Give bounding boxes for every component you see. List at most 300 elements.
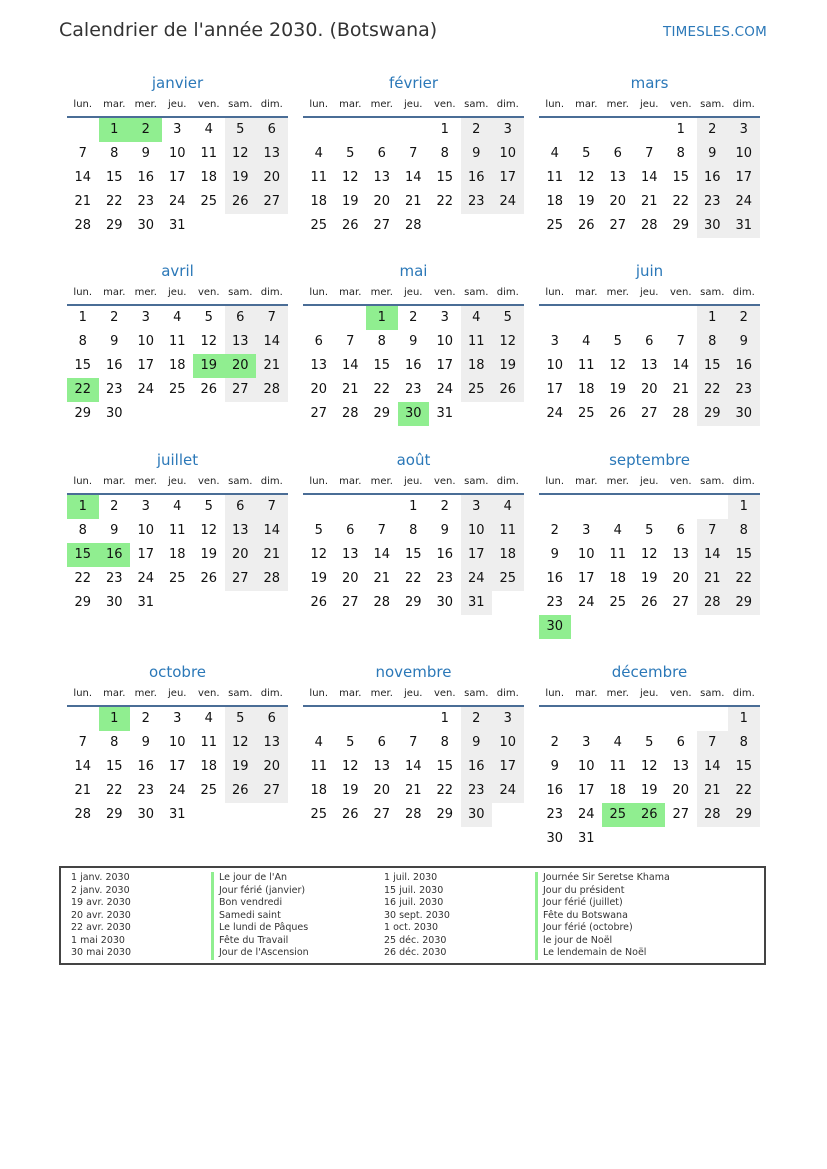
day-cell: 3 [141, 310, 150, 325]
day-cell: 3 [141, 499, 150, 514]
day-cell: 30 [546, 831, 564, 846]
day-cell: 14 [697, 755, 729, 779]
weekday-label: sam. [228, 99, 253, 110]
weekday-label: mer. [606, 476, 629, 487]
day-cell: 8 [409, 523, 418, 538]
empty-cell [665, 306, 697, 330]
month-name: juillet [156, 451, 199, 469]
weekday-header [303, 683, 524, 707]
day-cell: 25 [200, 783, 218, 798]
holiday-legend [59, 866, 766, 965]
weekday-label: mar. [339, 99, 362, 110]
empty-cell [539, 118, 571, 142]
weekday-label: dim. [732, 688, 755, 699]
day-cell: 23 [436, 571, 454, 586]
day-cell: 8 [78, 523, 87, 538]
day-cell: 15 [672, 170, 690, 185]
day-cell: 29 [672, 218, 690, 233]
day-cell: 6 [645, 334, 654, 349]
day-cell: 16 [461, 755, 493, 779]
day-cell: 21 [341, 382, 359, 397]
holiday-day-cell: 19 [193, 354, 225, 378]
legend-holiday-name: Le jour de l'An [211, 872, 309, 885]
day-cell: 24 [492, 190, 524, 214]
day-cell: 27 [609, 218, 627, 233]
weekday-label: ven. [669, 476, 692, 487]
day-grid [539, 306, 760, 426]
month-name: décembre [611, 663, 688, 681]
day-cell: 1 [409, 499, 418, 514]
day-cell: 30 [105, 406, 123, 421]
day-cell: 9 [550, 759, 559, 774]
empty-cell [303, 306, 335, 330]
month-block [67, 72, 288, 238]
day-cell: 9 [440, 523, 449, 538]
weekday-label: sam. [464, 99, 489, 110]
day-cell: 22 [404, 571, 422, 586]
weekday-label: lun. [73, 99, 93, 110]
day-cell: 6 [225, 306, 257, 330]
weekday-header [303, 94, 524, 118]
empty-cell [602, 118, 634, 142]
day-cell: 11 [546, 170, 564, 185]
month-name: septembre [609, 451, 690, 469]
day-cell: 18 [168, 358, 186, 373]
day-cell: 16 [546, 571, 564, 586]
day-cell: 10 [137, 523, 155, 538]
day-cell: 19 [577, 194, 595, 209]
weekday-label: ven. [669, 287, 692, 298]
day-cell: 23 [461, 779, 493, 803]
day-cell: 24 [137, 571, 155, 586]
day-cell: 5 [582, 146, 591, 161]
day-cell: 26 [225, 190, 257, 214]
weekday-label: mar. [103, 476, 126, 487]
day-cell: 3 [582, 735, 591, 750]
day-cell: 6 [676, 523, 685, 538]
day-cell: 17 [577, 783, 595, 798]
weekday-label: jeu. [404, 287, 423, 298]
day-cell: 5 [204, 310, 213, 325]
day-cell: 31 [436, 406, 454, 421]
day-cell: 27 [640, 406, 658, 421]
legend-holiday-name: Bon vendredi [211, 897, 309, 910]
weekday-label: sam. [228, 287, 253, 298]
day-cell: 22 [728, 567, 760, 591]
day-cell: 20 [256, 755, 288, 779]
day-cell: 26 [609, 406, 627, 421]
day-cell: 22 [697, 378, 729, 402]
day-cell: 16 [137, 759, 155, 774]
empty-cell [571, 118, 603, 142]
day-cell: 23 [697, 190, 729, 214]
day-cell: 15 [404, 547, 422, 562]
empty-cell [539, 306, 571, 330]
day-cell: 17 [461, 543, 493, 567]
weekday-label: jeu. [404, 476, 423, 487]
weekday-label: sam. [228, 688, 253, 699]
weekday-header [67, 683, 288, 707]
weekday-label: mer. [606, 99, 629, 110]
day-cell: 25 [577, 406, 595, 421]
day-cell: 31 [577, 831, 595, 846]
day-cell: 28 [74, 218, 92, 233]
day-cell: 29 [728, 591, 760, 615]
day-cell: 21 [74, 783, 92, 798]
day-cell: 6 [613, 146, 622, 161]
day-cell: 4 [314, 735, 323, 750]
day-cell: 11 [200, 735, 218, 750]
holiday-day-cell: 30 [539, 615, 571, 639]
day-cell: 21 [256, 543, 288, 567]
day-cell: 14 [373, 547, 391, 562]
day-cell: 4 [461, 306, 493, 330]
weekday-label: mer. [370, 99, 393, 110]
holiday-day-cell: 2 [130, 118, 162, 142]
day-grid [303, 118, 524, 238]
day-cell: 17 [168, 759, 186, 774]
month-block [539, 260, 760, 426]
day-cell: 7 [697, 519, 729, 543]
weekday-label: sam. [464, 688, 489, 699]
weekday-label: ven. [433, 287, 456, 298]
day-cell: 27 [256, 190, 288, 214]
day-cell: 15 [697, 354, 729, 378]
day-cell: 27 [373, 218, 391, 233]
weekday-label: dim. [496, 99, 519, 110]
weekday-label: mar. [575, 688, 598, 699]
weekday-label: ven. [433, 476, 456, 487]
day-cell: 11 [609, 759, 627, 774]
day-cell: 25 [168, 571, 186, 586]
legend-holiday-name: Samedi saint [211, 910, 309, 923]
day-cell: 8 [377, 334, 386, 349]
day-cell: 7 [78, 735, 87, 750]
legend-right-names [535, 872, 670, 960]
day-cell: 13 [310, 358, 328, 373]
day-cell: 24 [168, 783, 186, 798]
day-cell: 10 [137, 334, 155, 349]
day-grid [539, 495, 760, 639]
legend-date: 22 avr. 2030 [71, 922, 131, 933]
month-name: avril [161, 262, 194, 280]
empty-cell [335, 118, 367, 142]
day-cell: 21 [697, 567, 729, 591]
day-cell: 1 [440, 711, 449, 726]
weekday-header [303, 471, 524, 495]
weekday-label: lun. [309, 287, 329, 298]
weekday-label: mar. [575, 99, 598, 110]
day-cell: 16 [728, 354, 760, 378]
day-cell: 17 [436, 358, 454, 373]
legend-date: 19 avr. 2030 [71, 897, 131, 908]
weekday-label: jeu. [640, 476, 659, 487]
weekday-label: sam. [228, 476, 253, 487]
day-cell: 4 [613, 735, 622, 750]
legend-date: 30 sept. 2030 [384, 909, 450, 921]
weekday-label: dim. [496, 476, 519, 487]
legend-holiday-name: Jour du président [535, 885, 670, 898]
day-cell: 3 [728, 118, 760, 142]
day-grid [67, 707, 288, 827]
day-cell: 18 [200, 759, 218, 774]
day-cell: 21 [74, 194, 92, 209]
day-cell: 7 [676, 334, 685, 349]
day-cell: 17 [546, 382, 564, 397]
day-cell: 26 [200, 382, 218, 397]
day-grid [303, 495, 524, 615]
day-cell: 20 [256, 166, 288, 190]
day-cell: 24 [461, 567, 493, 591]
empty-cell [303, 495, 335, 519]
day-cell: 14 [256, 330, 288, 354]
legend-date: 26 déc. 2030 [384, 947, 447, 958]
legend-date: 20 avr. 2030 [71, 909, 131, 921]
weekday-label: jeu. [168, 688, 187, 699]
site-link[interactable]: TIMESLES.COM [663, 24, 767, 40]
weekday-header [539, 282, 760, 306]
weekday-label: ven. [197, 688, 220, 699]
weekday-header [539, 94, 760, 118]
day-cell: 5 [613, 334, 622, 349]
day-cell: 7 [78, 146, 87, 161]
weekday-label: dim. [260, 99, 283, 110]
empty-cell [366, 118, 398, 142]
day-cell: 11 [577, 358, 595, 373]
day-cell: 24 [546, 406, 564, 421]
day-cell: 8 [110, 735, 119, 750]
day-cell: 14 [697, 543, 729, 567]
month-name: juin [635, 262, 664, 280]
day-cell: 20 [640, 382, 658, 397]
day-cell: 18 [310, 194, 328, 209]
month-name: octobre [148, 663, 207, 681]
weekday-label: mar. [103, 688, 126, 699]
day-cell: 14 [74, 759, 92, 774]
day-cell: 10 [546, 358, 564, 373]
day-cell: 11 [168, 334, 186, 349]
day-cell: 4 [550, 146, 559, 161]
empty-cell [571, 707, 603, 731]
weekday-label: dim. [260, 688, 283, 699]
legend-left-dates [71, 872, 131, 960]
weekday-label: lun. [309, 688, 329, 699]
legend-date: 1 juil. 2030 [384, 872, 438, 883]
day-cell: 27 [341, 595, 359, 610]
day-cell: 23 [137, 783, 155, 798]
day-cell: 17 [577, 571, 595, 586]
day-cell: 12 [225, 731, 257, 755]
day-cell: 12 [640, 759, 658, 774]
day-cell: 12 [200, 334, 218, 349]
day-cell: 18 [492, 543, 524, 567]
day-cell: 4 [492, 495, 524, 519]
day-cell: 7 [409, 735, 418, 750]
day-cell: 25 [461, 378, 493, 402]
day-cell: 23 [404, 382, 422, 397]
day-cell: 22 [373, 382, 391, 397]
day-cell: 8 [697, 330, 729, 354]
day-cell: 21 [697, 779, 729, 803]
day-cell: 19 [640, 783, 658, 798]
day-cell: 9 [141, 735, 150, 750]
day-cell: 28 [672, 406, 690, 421]
day-cell: 2 [461, 707, 493, 731]
weekday-label: mar. [575, 287, 598, 298]
day-cell: 13 [225, 330, 257, 354]
day-cell: 8 [78, 334, 87, 349]
day-cell: 31 [461, 591, 493, 615]
day-cell: 10 [436, 334, 454, 349]
day-cell: 14 [404, 759, 422, 774]
month-name: janvier [151, 74, 204, 92]
day-cell: 26 [200, 571, 218, 586]
day-cell: 27 [225, 567, 257, 591]
day-cell: 30 [697, 214, 729, 238]
day-cell: 10 [461, 519, 493, 543]
legend-holiday-name: Jour férié (janvier) [211, 885, 309, 898]
day-cell: 24 [168, 194, 186, 209]
weekday-label: mer. [370, 476, 393, 487]
day-cell: 7 [256, 306, 288, 330]
day-cell: 23 [105, 571, 123, 586]
day-cell: 7 [346, 334, 355, 349]
day-cell: 30 [137, 807, 155, 822]
day-cell: 3 [550, 334, 559, 349]
day-cell: 19 [341, 783, 359, 798]
day-cell: 25 [609, 595, 627, 610]
day-cell: 28 [341, 406, 359, 421]
day-cell: 29 [404, 595, 422, 610]
day-cell: 10 [577, 547, 595, 562]
day-cell: 19 [225, 755, 257, 779]
day-cell: 14 [640, 170, 658, 185]
day-cell: 19 [310, 571, 328, 586]
day-cell: 13 [256, 142, 288, 166]
day-cell: 29 [74, 595, 92, 610]
month-name: mars [630, 74, 669, 92]
empty-cell [539, 707, 571, 731]
month-name: mai [399, 262, 428, 280]
day-cell: 3 [582, 523, 591, 538]
day-cell: 8 [440, 735, 449, 750]
weekday-label: mar. [339, 476, 362, 487]
month-block [303, 260, 524, 426]
day-cell: 25 [168, 382, 186, 397]
weekday-label: jeu. [404, 99, 423, 110]
day-cell: 29 [74, 406, 92, 421]
day-cell: 19 [225, 166, 257, 190]
day-cell: 24 [577, 595, 595, 610]
weekday-label: mar. [103, 287, 126, 298]
weekday-label: dim. [260, 287, 283, 298]
month-block [303, 661, 524, 827]
weekday-label: mer. [134, 688, 157, 699]
day-cell: 6 [346, 523, 355, 538]
holiday-day-cell: 16 [99, 543, 131, 567]
weekday-label: ven. [669, 99, 692, 110]
day-cell: 17 [728, 166, 760, 190]
day-cell: 9 [550, 547, 559, 562]
day-cell: 21 [672, 382, 690, 397]
day-cell: 31 [137, 595, 155, 610]
day-cell: 29 [697, 402, 729, 426]
legend-date: 2 janv. 2030 [71, 884, 130, 896]
day-cell: 9 [461, 142, 493, 166]
empty-cell [366, 495, 398, 519]
day-cell: 31 [168, 218, 186, 233]
day-cell: 10 [492, 731, 524, 755]
legend-holiday-name: le jour de Noël [535, 935, 670, 948]
day-cell: 29 [105, 807, 123, 822]
day-cell: 4 [173, 310, 182, 325]
day-cell: 12 [310, 547, 328, 562]
legend-date: 15 juil. 2030 [384, 884, 444, 896]
weekday-label: lun. [545, 688, 565, 699]
day-cell: 6 [256, 707, 288, 731]
weekday-label: ven. [197, 476, 220, 487]
day-cell: 16 [697, 166, 729, 190]
day-cell: 13 [341, 547, 359, 562]
weekday-label: lun. [309, 99, 329, 110]
day-cell: 26 [492, 378, 524, 402]
day-cell: 7 [409, 146, 418, 161]
weekday-label: mer. [370, 688, 393, 699]
day-cell: 19 [640, 571, 658, 586]
day-cell: 23 [546, 595, 564, 610]
empty-cell [665, 495, 697, 519]
day-cell: 13 [256, 731, 288, 755]
day-cell: 29 [728, 803, 760, 827]
weekday-label: lun. [309, 476, 329, 487]
day-cell: 2 [440, 499, 449, 514]
weekday-header [67, 282, 288, 306]
legend-right-dates [384, 872, 450, 960]
day-cell: 15 [105, 759, 123, 774]
day-cell: 8 [676, 146, 685, 161]
day-cell: 1 [440, 122, 449, 137]
day-grid [67, 495, 288, 615]
weekday-label: lun. [73, 688, 93, 699]
day-cell: 12 [341, 170, 359, 185]
empty-cell [67, 118, 99, 142]
weekday-label: mer. [134, 99, 157, 110]
day-cell: 26 [640, 595, 658, 610]
day-cell: 13 [373, 170, 391, 185]
day-cell: 2 [550, 735, 559, 750]
legend-holiday-name: Le lendemain de Noël [535, 947, 670, 960]
day-cell: 6 [256, 118, 288, 142]
day-cell: 7 [377, 523, 386, 538]
day-cell: 22 [672, 194, 690, 209]
legend-holiday-name: Fête du Botswana [535, 910, 670, 923]
holiday-day-cell: 22 [67, 378, 99, 402]
day-cell: 16 [105, 358, 123, 373]
day-cell: 22 [105, 783, 123, 798]
day-cell: 5 [204, 499, 213, 514]
day-cell: 27 [672, 807, 690, 822]
day-cell: 11 [461, 330, 493, 354]
day-cell: 17 [168, 170, 186, 185]
day-cell: 12 [640, 547, 658, 562]
empty-cell [335, 495, 367, 519]
day-cell: 9 [461, 731, 493, 755]
day-cell: 21 [256, 354, 288, 378]
day-cell: 1 [728, 495, 760, 519]
day-cell: 2 [409, 310, 418, 325]
day-cell: 19 [341, 194, 359, 209]
day-cell: 24 [728, 190, 760, 214]
